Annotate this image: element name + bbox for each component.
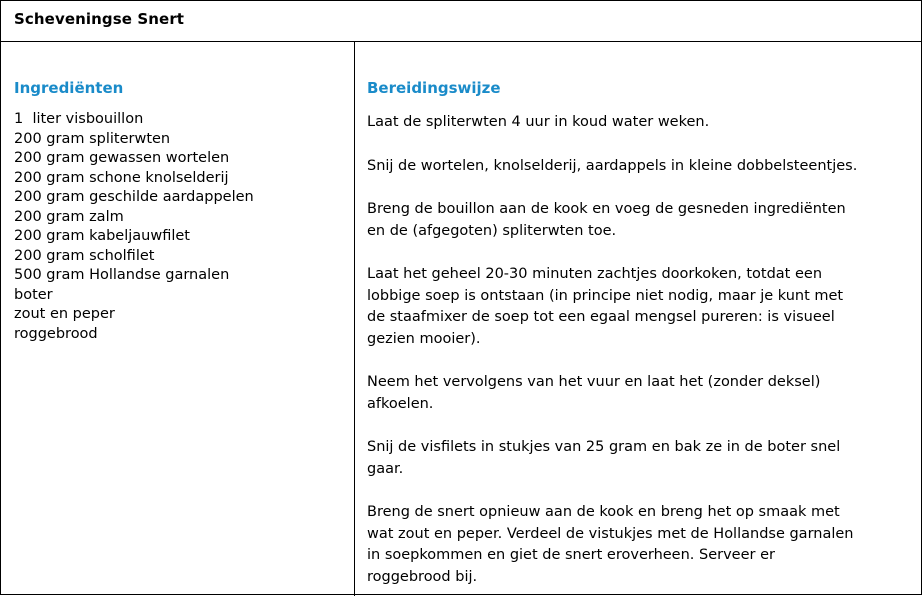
method-heading: Bereidingswijze bbox=[367, 79, 501, 97]
ingredient-item: 200 gram spliterwten bbox=[14, 130, 171, 147]
ingredient-item: roggebrood bbox=[14, 325, 98, 342]
method-step: Breng de bouillon aan de kook en voeg de gesneden ingrediënten en de (afgegoten) spliterwten toe. bbox=[367, 201, 846, 239]
ingredient-item: 200 gram geschilde aardappelen bbox=[14, 189, 254, 205]
ingredient-item: 200 gram gewassen wortelen bbox=[14, 150, 230, 166]
ingredient-item: 200 gram kabeljauwfilet bbox=[14, 228, 190, 244]
ingredients-heading: Ingrediënten bbox=[14, 79, 124, 97]
method-step: Snij de wortelen, knolselderij, aardappels in kleine dobbelsteentjes. bbox=[367, 157, 858, 174]
method-step: Laat het geheel 20-30 minuten zachtjes doorkoken, totdat een lobbige soep is ontstaan (in principe niet nodig, maar je kunt met de staafmixer de soep tot een egaal mengsel pureren: is visueel gezien mooier). bbox=[367, 266, 844, 347]
ingredient-item: 1 liter visbouillon bbox=[14, 111, 144, 127]
ingredient-item: boter bbox=[14, 286, 53, 303]
method-step: Breng de snert opnieuw aan de kook en breng het op smaak met wat zout en peper. Verdeel de vistukjes met de Hollandse garnalen in soepkommen en giet de snert eroverheen. Serveer er roggebrood bij. bbox=[367, 504, 854, 585]
title-row bbox=[1, 1, 921, 42]
ingredient-item: zout en peper bbox=[14, 306, 115, 322]
ingredient-item: 200 gram schone knolselderij bbox=[14, 169, 229, 186]
ingredient-item: 200 gram scholfilet bbox=[14, 247, 155, 264]
recipe-title: Scheveningse Snert bbox=[14, 10, 185, 28]
method-steps bbox=[367, 112, 915, 610]
column-divider bbox=[354, 42, 355, 596]
ingredient-item: 500 gram Hollandse garnalen bbox=[14, 267, 230, 283]
method-step: Laat de spliterwten 4 uur in koud water weken. bbox=[367, 114, 710, 130]
method-step: Snij de visfilets in stukjes van 25 gram en bak ze in de boter snel gaar. bbox=[367, 439, 841, 477]
method-step: Neem het vervolgens van het vuur en laat het (zonder deksel) afkoelen. bbox=[367, 374, 821, 412]
ingredient-item: 200 gram zalm bbox=[14, 208, 124, 225]
ingredient-list bbox=[14, 110, 254, 344]
